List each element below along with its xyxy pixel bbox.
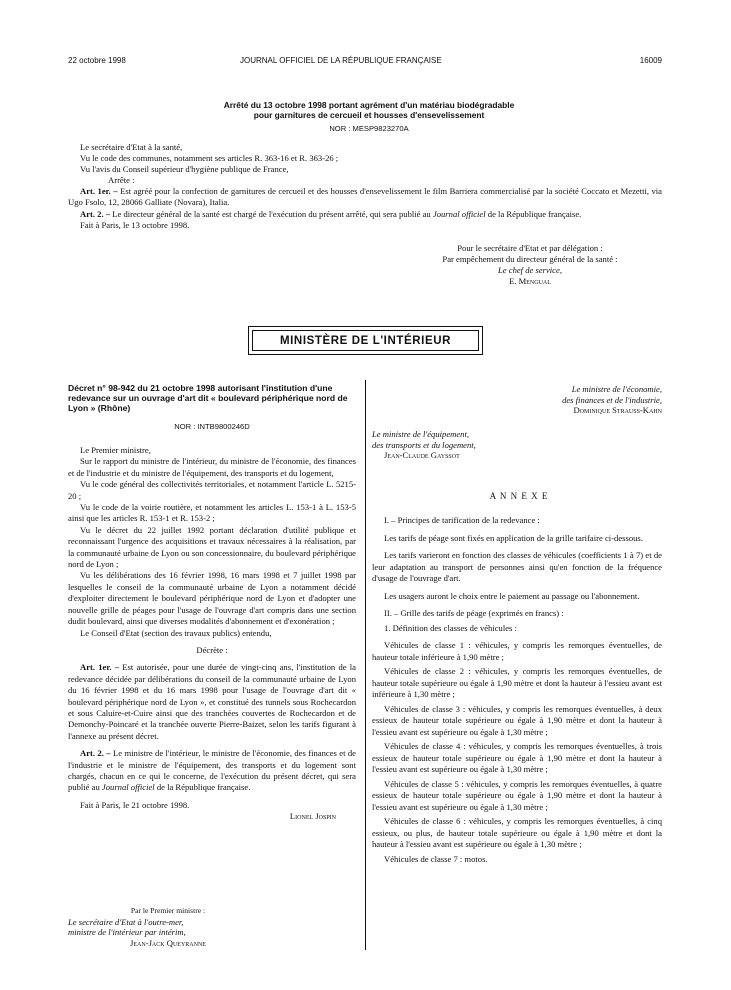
vehicle-class-3: Véhicules de classe 3 : véhicules, y compris les remorques éventuelles, à deux essieux de hauteur totale supérieure ou égale à 1,90 mètre et dont la hauteur à l'essieu avant est supérieure ou égale à 1,30 mètre ; [372,703,662,737]
decret-visa-5: Vu les délibérations des 16 février 1998, 16 mars 1998 et 7 juillet 1998 par lesquelles le conseil de la communauté urbaine de Lyon a notamment décidé d'exploiter directement le boulevard périphérique nord de Lyon et d'adopter une nouvelle grille de péages pour l'usage de l'ouvrage d'art compris dans une section dudit boulevard, ainsi que diverses modalités d'abonnement et d'exonération ; [68,570,356,627]
arrete-visa-2: Vu le code des communes, notamment ses articles R. 363-16 et R. 363-26 ; [80,153,339,164]
ministry-box-inner [252,330,479,351]
arrete-art1-text: Est agréé pour la confection de garnitures de cercueil et des housses d'ensevelissement le film Barriera commercialisé par la société Coccato et Mezetti, via Ugo Fsolo, 12, 28066 Galliate (Novara), Italia. [68,186,662,208]
arrete-signature [410,243,650,287]
annexe-section-2: II. – Grille des tarifs de péage (exprimés en francs) : [384,608,564,618]
vehicle-class-2: Véhicules de classe 2 : véhicules, y compris les remorques éventuelles, de hauteur totale supérieure ou égale à 1,90 mètre et dont la hauteur à l'essieu avant est inférieure à 1,30 mètre ; [372,666,662,699]
decret-signer: Lionel Jospin [289,811,336,822]
decret-body [68,445,356,823]
column-divider [365,380,366,950]
annexe-body [372,515,662,865]
outremer-line-2: ministre de l'intérieur par intérim, [68,927,186,938]
eco-line-2: des finances et de l'industrie, [562,394,662,405]
header-date: 22 octobre 1998 [68,56,126,65]
decret-visa-2: Vu le code général des collectivités territoriales, et notamment l'article L. 5215-20 ; [68,479,356,501]
arrete-arrete: Arrête : [108,175,135,186]
decret-art2-jo: Journal officiel [101,782,155,793]
arrete-article-1 [68,186,662,208]
decret-premier: Le Premier ministre, [80,445,151,455]
eco-name: Dominique Strauss-Kahn [573,405,662,416]
par-premier-ministre: Par le Premier ministre : [130,906,206,915]
arrete-visa-3: Vu l'avis du Conseil supérieur d'hygiène publique de France, [80,164,289,175]
header-journal: JOURNAL OFFICIEL DE LA RÉPUBLIQUE FRANÇAISE [240,56,442,65]
arrete-sig-3: Le chef de service, [498,265,562,276]
decret-visa-1: Sur le rapport du ministre de l'intérieur, du ministre de l'économie, des finances et de l'industrie et du ministre de l'équipement, des transports et du logement, [68,456,356,478]
decret-art2-label: Art. 2. – [80,748,111,759]
vehicle-class-5: Véhicules de classe 5 : véhicules, y compris les remorques éventuelles, à quatre essieux de hauteur totale supérieure ou égale à 1,90 mètre et dont la hauteur à l'essieu avant est supérieure ou égale à 1,30 mètre ; [372,778,662,812]
annexe-p1: Les tarifs de péage sont fixés en application de la grille tarifaire ci-dessous. [384,532,643,543]
arrete-art2-label: Art. 2. – [80,208,111,219]
decret-decrete: Décrète : [196,644,228,655]
vehicle-class-6: Véhicules de classe 6 : véhicules, y compris les remorques éventuelles, à cinq essieux, ou plus, de hauteur totale supérieure ou égale à 1,90 mètre et dont la hauteur à l'essieu avant est supérieure ou égale à 1,30 mètre ; [372,816,662,849]
vehicle-class-1: Véhicules de classe 1 : véhicules, y compris les remorques éventuelles, de hauteur totale inférieure à 1,90 mètre ; [372,640,662,662]
decret-art2-text-b: de la République française. [156,782,251,793]
equip-line-1: Le ministre de l'équipement, [372,429,469,439]
ministry-title: MINISTÈRE DE L'INTÉRIEUR [279,334,452,347]
decret-article-2 [68,748,356,794]
arrete-art2-jo: Journal officiel [432,208,486,219]
arrete-fait: Fait à Paris, le 13 octobre 1998. [80,219,190,230]
annexe-section-1: I. – Principes de tarification de la redevance : [384,515,540,525]
decret-visa-4: Vu le décret du 22 juillet 1992 portant déclaration d'utilité publique et reconnaissant l'urgence des acquisitions et travaux nécessaires à la réalisation, par la communauté urbaine de Lyon ou son concessionnaire, du boulevard périphérique nord de Lyon ; [68,524,356,570]
arrete-sig-1: Pour le secrétaire d'Etat et par délégation : [457,243,603,253]
decret-title: Décret n° 98-942 du 21 octobre 1998 autorisant l'institution d'une redevance sur un ouvrage d'art dit « boulevard périphérique nord de Lyon » (Rhône) [68,383,348,413]
header-page-number: 16009 [639,56,662,65]
arrete-body [68,142,662,231]
decret-fait: Fait à Paris, le 21 octobre 1998. [80,799,190,810]
arrete-art2-text-b: de la République française. [487,208,582,219]
decret-visa-3: Vu le code de la voirie routière, et notamment les articles L. 153-1 à L. 153-5 ainsi que les articles R. 153-1 et R. 153-2 ; [68,502,356,524]
decret-nor: NOR : INTB9800246D [174,422,250,431]
decret-article-1 [68,662,356,742]
decret-countersign-outremer [68,906,268,948]
arrete-art1-label: Art. 1er. – [80,186,118,197]
annexe-title: A N N E X E [489,491,549,501]
arrete-sig-name: E. Mengual [509,276,551,287]
decret-art1-text: Est autorisée, pour une durée de vingt-cinq ans, l'institution de la redevance décidée par délibérations du conseil de la communauté urbaine de Lyon du 16 février 1998 et du 16 mars 1998 pour l'usage de l'ouvrage d'art dit « boulevard périphérique nord de Lyon », et constitué des tunnels sous Rochecardon et sous Caluire-et-Cuire ainsi que des tranchées couvertes de Rochecardon et de Demonchy-Poincaré et la tranchée ouverte Pierre-Baizet, selon les tarifs figurant à l'annexe au présent décret. [68,662,356,741]
ministry-box [248,326,483,355]
arrete-title-line2: pour garnitures de cercueil et housses d'ensevelissement [253,110,485,120]
annexe-section-2-1: 1. Définition des classes de véhicules : [384,622,517,633]
equip-name: Jean-Claude Gayssot [384,450,460,461]
eco-line-1: Le ministre de l'économie, [571,384,662,394]
annexe-p2: Les tarifs varieront en fonction des classes de véhicules (coefficients 1 à 7) et de leur adaptation au transport de personnes ainsi qu'en fonction de la fréquence d'usage de l'ouvrage d'art. [372,550,662,583]
equip-line-2: des transports et du logement, [372,439,476,450]
arrete-title [80,100,658,120]
arrete-art2-text-a: Le directeur général de la santé est chargé de l'exécution du présent arrêté, qui sera publié au [112,208,431,219]
vehicle-class-4: Véhicules de classe 4 : véhicules, y compris les remorques éventuelles, à trois essieux de hauteur totale supérieure ou égale à 1,90 mètre et dont la hauteur à l'essieu avant est supérieure ou égale à 1,30 mètre ; [372,741,662,774]
outremer-name: Jean-Jack Queyranne [130,937,206,948]
arrete-title-line1: Arrêté du 13 octobre 1998 portant agrément d'un matériau biodégradable [223,100,515,110]
decret-countersign-equipement [372,429,572,461]
arrete-nor: NOR : MESP9823270A [329,124,409,133]
vehicle-class-7: Véhicules de classe 7 : motos. [384,853,488,864]
arrete-visa-1: Le secrétaire d'Etat à la santé, [80,142,183,152]
decret-art1-label: Art. 1er. – [80,662,120,673]
decret-visa-6: Le Conseil d'Etat (section des travaux publics) entendu, [80,627,272,638]
decret-countersign-economie [376,384,662,416]
arrete-article-2 [68,209,662,220]
annexe-p3: Les usagers auront le choix entre le paiement au passage ou l'abonnement. [384,590,640,601]
outremer-line-1: Le secrétaire d'Etat à l'outre-mer, [68,916,184,927]
arrete-sig-2: Par empêchement du directeur général de la santé : [442,254,618,265]
decret-art2-text-a: Le ministre de l'intérieur, le ministre de l'économie, des finances et de l'industrie et le ministre de l'équipement, des transports et du logement sont chargés, chacun en ce qui le concerne, de l'exécution du présent décret, qui sera publié au [68,748,356,793]
